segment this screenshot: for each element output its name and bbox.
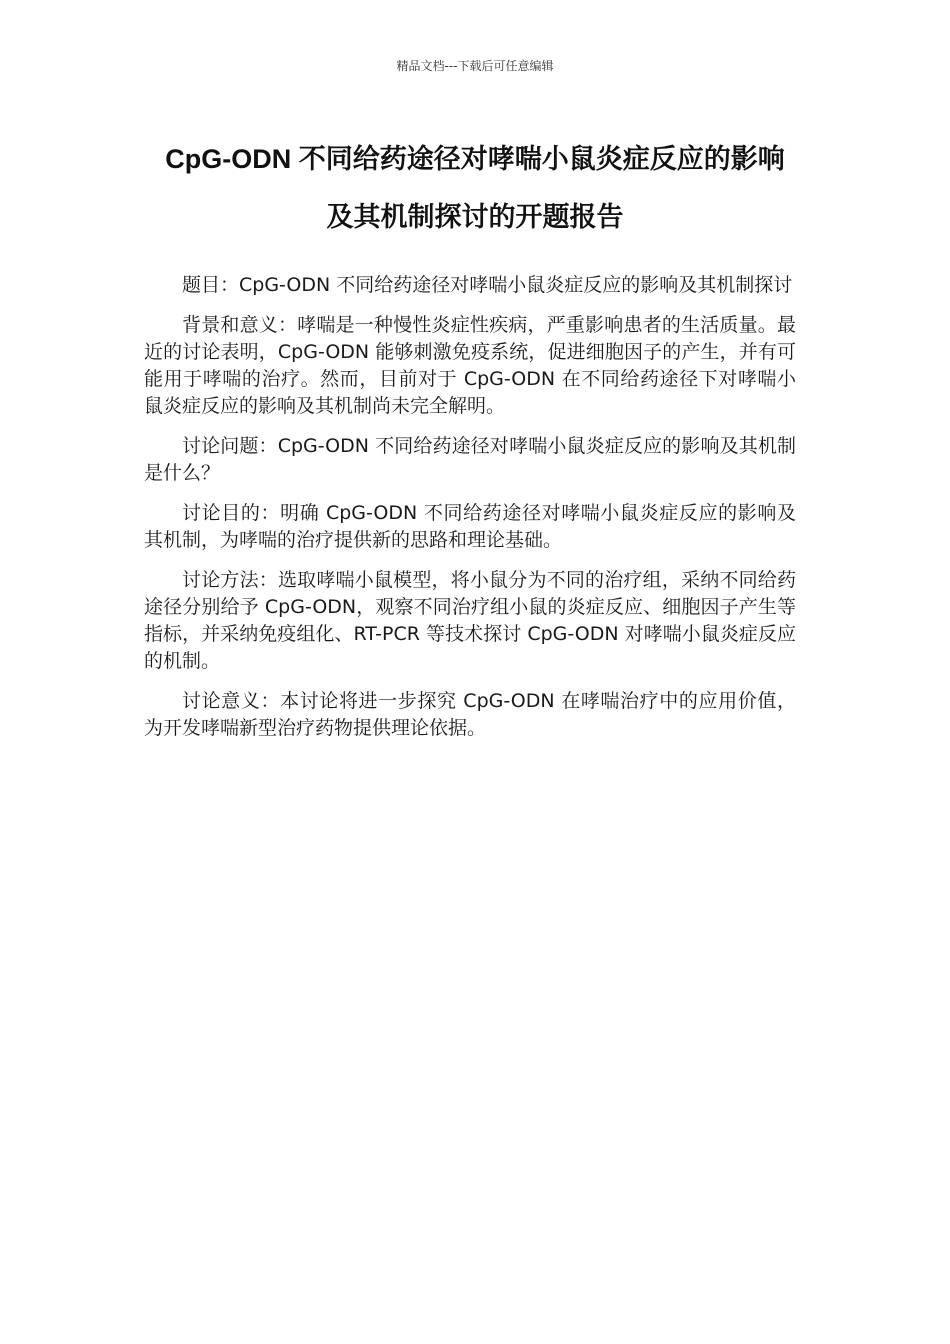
paragraph-significance: 讨论意义：本讨论将进一步探究 CpG-ODN 在哮喘治疗中的应用价值，为开发哮喘新型治疗药物提供理论依据。 bbox=[144, 690, 796, 739]
header-note: 精品文档---下载后可任意编辑 bbox=[396, 59, 554, 73]
paragraph-question: 讨论问题：CpG-ODN 不同给药途径对哮喘小鼠炎症反应的影响及其机制是什么？ bbox=[144, 435, 796, 484]
paragraph-objective: 讨论目的：明确 CpG-ODN 不同给药途径对哮喘小鼠炎症反应的影响及其机制，为哮喘的治疗提供新的思路和理论基础。 bbox=[144, 502, 796, 551]
document-title bbox=[120, 130, 830, 246]
paragraph-topic: 题目：CpG-ODN 不同给药途径对哮喘小鼠炎症反应的影响及其机制探讨 bbox=[182, 274, 793, 296]
paragraph-method: 讨论方法：选取哮喘小鼠模型，将小鼠分为不同的治疗组，采纳不同给药途径分别给予 CpG-ODN，观察不同治疗组小鼠的炎症反应、细胞因子产生等指标，并采纳免疫组化、RT-PCR 等技术探讨 CpG-ODN 对哮喘小鼠炎症反应的机制。 bbox=[144, 569, 796, 672]
title-line-2: 及其机制探讨的开题报告 bbox=[326, 202, 624, 232]
title-line-1: CpG-ODN 不同给药途径对哮喘小鼠炎症反应的影响 bbox=[165, 144, 785, 174]
paragraph-background: 背景和意义：哮喘是一种慢性炎症性疾病，严重影响患者的生活质量。最近的讨论表明，CpG-ODN 能够刺激免疫系统，促进细胞因子的产生，并有可能用于哮喘的治疗。然而，目前对于 CpG-ODN 在不同给药途径下对哮喘小鼠炎症反应的影响及其机制尚未完全解明。 bbox=[144, 314, 796, 417]
document-body bbox=[144, 272, 796, 755]
